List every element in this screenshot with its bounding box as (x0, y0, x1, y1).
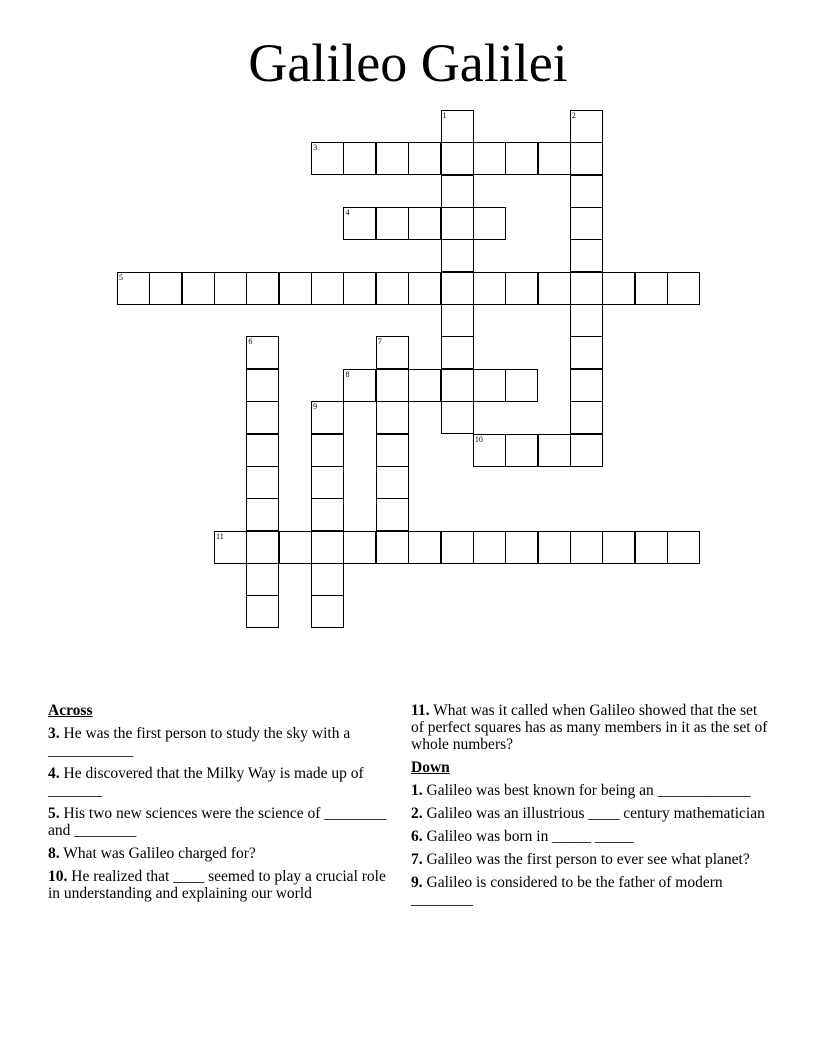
grid-cell[interactable] (311, 401, 344, 434)
grid-cell[interactable] (441, 207, 474, 240)
clue-number: 9. (411, 874, 423, 891)
grid-cell[interactable] (246, 336, 279, 369)
grid-cell[interactable] (246, 563, 279, 596)
grid-cell[interactable] (343, 369, 376, 402)
clue-down-9 (411, 874, 771, 908)
grid-cell[interactable] (408, 142, 441, 175)
grid-cell[interactable] (117, 272, 150, 305)
grid-cell[interactable] (311, 498, 344, 531)
grid-cell[interactable] (570, 207, 603, 240)
grid-cell[interactable] (505, 369, 538, 402)
grid-cell[interactable] (311, 595, 344, 628)
grid-cell[interactable] (246, 531, 279, 564)
grid-cell[interactable] (441, 272, 474, 305)
grid-cell[interactable] (376, 336, 409, 369)
grid-cell[interactable] (311, 466, 344, 499)
grid-cell[interactable] (441, 531, 474, 564)
grid-cell[interactable] (505, 142, 538, 175)
grid-cell[interactable] (570, 434, 603, 467)
grid-cell[interactable] (441, 239, 474, 272)
clue-number-label: 4 (345, 208, 350, 218)
clue-across-4 (48, 765, 388, 799)
clue-number-label: 2 (571, 111, 576, 120)
grid-cell[interactable] (538, 434, 571, 467)
grid-cell[interactable] (311, 142, 344, 175)
clue-number-label: 6 (248, 337, 253, 347)
grid-cell[interactable] (538, 531, 571, 564)
grid-cell[interactable] (441, 336, 474, 369)
grid-cell[interactable] (182, 272, 215, 305)
grid-cell[interactable] (376, 531, 409, 564)
down-heading: Down (411, 759, 450, 776)
grid-cell[interactable] (570, 272, 603, 305)
grid-cell[interactable] (376, 401, 409, 434)
grid-cell[interactable] (246, 498, 279, 531)
grid-cell[interactable] (570, 401, 603, 434)
grid-cell[interactable] (570, 304, 603, 337)
clue-across-5 (48, 805, 388, 839)
grid-cell[interactable] (635, 531, 668, 564)
clue-number: 11. (411, 702, 430, 719)
grid-cell[interactable] (343, 142, 376, 175)
grid-cell[interactable] (279, 272, 312, 305)
grid-cell[interactable] (343, 531, 376, 564)
clue-number: 3. (48, 725, 60, 742)
grid-cell[interactable] (311, 531, 344, 564)
grid-cell[interactable] (570, 239, 603, 272)
grid-cell[interactable] (376, 207, 409, 240)
clue-number: 4. (48, 765, 60, 782)
grid-cell[interactable] (408, 207, 441, 240)
clue-number-label: 1 (442, 111, 447, 120)
grid-cell[interactable] (602, 272, 635, 305)
grid-cell[interactable] (376, 434, 409, 467)
grid-cell[interactable] (441, 142, 474, 175)
clue-across-11 (411, 702, 771, 753)
grid-cell[interactable] (667, 272, 700, 305)
grid-cell[interactable] (667, 531, 700, 564)
grid-cell[interactable] (602, 531, 635, 564)
grid-cell[interactable] (408, 531, 441, 564)
grid-cell[interactable] (505, 272, 538, 305)
grid-cell[interactable] (246, 401, 279, 434)
clue-number: 10. (48, 868, 68, 885)
grid-cell[interactable] (473, 434, 506, 467)
grid-cell[interactable] (441, 175, 474, 208)
grid-cell[interactable] (408, 272, 441, 305)
clue-number: 2. (411, 805, 423, 822)
clue-number: 7. (411, 851, 423, 868)
grid-cell[interactable] (473, 531, 506, 564)
clue-number-label: 11 (216, 531, 224, 541)
across-heading: Across (48, 702, 93, 719)
grid-cell[interactable] (473, 369, 506, 402)
clues-right-column (411, 702, 771, 914)
grid-cell[interactable] (570, 142, 603, 175)
grid-cell[interactable] (473, 207, 506, 240)
grid-cell[interactable] (376, 498, 409, 531)
grid-cell[interactable] (570, 369, 603, 402)
clue-number-label: 10 (474, 434, 483, 444)
grid-cell[interactable] (376, 272, 409, 305)
clue-number-label: 8 (345, 369, 350, 379)
grid-cell[interactable] (570, 175, 603, 208)
clue-text: What was Galileo charged for? (59, 845, 256, 862)
grid-cell[interactable] (570, 110, 603, 143)
clue-text: Galileo was born in _____ _____ (422, 828, 634, 845)
clue-number-label: 9 (313, 402, 318, 412)
grid-cell[interactable] (311, 272, 344, 305)
grid-cell[interactable] (279, 531, 312, 564)
clue-across-3 (48, 725, 388, 759)
grid-cell[interactable] (505, 434, 538, 467)
grid-cell[interactable] (441, 110, 474, 143)
grid-cell[interactable] (343, 207, 376, 240)
grid-cell[interactable] (408, 369, 441, 402)
clue-text: He realized that ____ seemed to play a crucial role in understanding and explaining our world (48, 868, 386, 902)
grid-cell[interactable] (570, 336, 603, 369)
clue-text: What was it called when Galileo showed that the set of perfect squares has as many members in it as the set of whole numbers? (411, 702, 768, 753)
clue-text: Galileo is considered to be the father of modern ________ (411, 874, 723, 908)
clue-text: He discovered that the Milky Way is made up of _______ (48, 765, 364, 799)
grid-cell[interactable] (246, 272, 279, 305)
grid-cell[interactable] (538, 272, 571, 305)
clue-text: His two new sciences were the science of ________ and ________ (48, 805, 387, 839)
grid-cell[interactable] (246, 466, 279, 499)
grid-cell[interactable] (311, 434, 344, 467)
grid-cell[interactable] (376, 369, 409, 402)
grid-cell[interactable] (441, 304, 474, 337)
clue-text: He was the first person to study the sky with a ___________ (48, 725, 351, 759)
clue-across-10 (48, 868, 388, 902)
grid-cell[interactable] (246, 595, 279, 628)
grid-cell[interactable] (635, 272, 668, 305)
clue-text: Galileo was an illustrious ____ century mathematician (422, 805, 765, 822)
clue-number: 1. (411, 782, 423, 799)
grid-cell[interactable] (149, 272, 182, 305)
clue-number-label: 3 (313, 143, 318, 153)
clue-number-label: 7 (377, 337, 382, 347)
grid-cell[interactable] (473, 272, 506, 305)
grid-cell[interactable] (505, 531, 538, 564)
clue-across-8 (48, 845, 388, 862)
clue-text: Galileo was the first person to ever see what planet? (422, 851, 750, 868)
grid-cell[interactable] (343, 272, 376, 305)
clue-number: 6. (411, 828, 423, 845)
grid-cell[interactable] (473, 142, 506, 175)
grid-cell[interactable] (376, 466, 409, 499)
clues-left-column (48, 702, 388, 908)
clue-number: 8. (48, 845, 60, 862)
clue-number-label: 5 (119, 272, 123, 282)
grid-cell[interactable] (214, 531, 247, 564)
grid-cell[interactable] (441, 401, 474, 434)
clue-down-1 (411, 782, 771, 799)
grid-cell[interactable] (376, 142, 409, 175)
grid-cell[interactable] (246, 434, 279, 467)
grid-cell[interactable] (570, 531, 603, 564)
puzzle-title: Galileo Galilei (248, 33, 568, 93)
clue-down-7 (411, 851, 771, 868)
clue-down-2 (411, 805, 771, 822)
clue-down-6 (411, 828, 771, 845)
grid-cell[interactable] (441, 369, 474, 402)
grid-cell[interactable] (214, 272, 247, 305)
grid-cell[interactable] (311, 563, 344, 596)
clue-number: 5. (48, 805, 60, 822)
grid-cell[interactable] (538, 142, 571, 175)
clue-text: Galileo was best known for being an ____________ (422, 782, 751, 799)
grid-cell[interactable] (246, 369, 279, 402)
